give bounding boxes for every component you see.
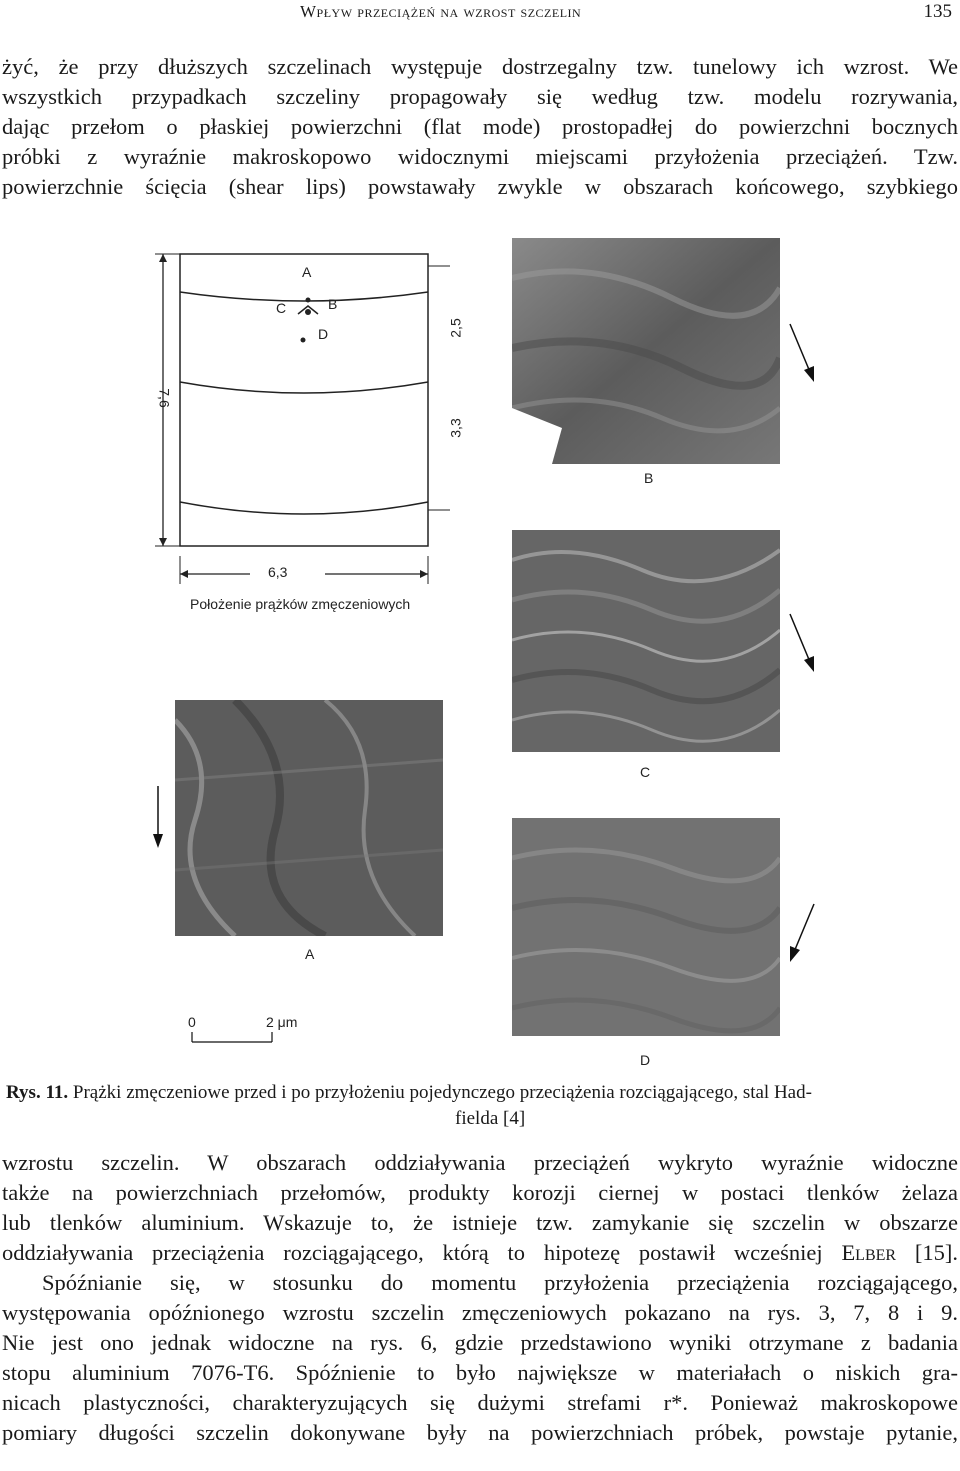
- panel-label-d: D: [640, 1052, 651, 1068]
- caption-text-2: fielda [4]: [455, 1108, 526, 1129]
- panel-label-c: C: [640, 764, 651, 780]
- arrow-b: [784, 320, 824, 390]
- dim-label-height: 7,6: [156, 388, 173, 408]
- striation-line-1: [180, 292, 428, 301]
- text-line: nicach plastyczności, charakteryzujących się dużymi strefami r*. Ponieważ makroskopowe: [2, 1390, 958, 1415]
- dim-label-width: 6,3: [268, 564, 288, 580]
- text-line: [2, 1238, 958, 1268]
- text-segment: oddziaływania przeciążenia rozciągającego, którą to hipotezę postawił wcześniej: [2, 1240, 823, 1265]
- text-line: próbki z wyraźnie makroskopowo widocznymi miejscami przyłożenia przeciążeń. Tzw.: [2, 144, 958, 169]
- striation-line-3: [180, 502, 428, 514]
- sem-image-b: [512, 238, 780, 464]
- text-line: powierzchnie ścięcia (shear lips) powstawały zwykle w obszarach końcowego, szybkiego: [2, 174, 958, 199]
- specimen-diagram: [150, 244, 450, 589]
- arrow-a: [148, 784, 168, 854]
- dim-label-lower: 3,3: [447, 418, 464, 438]
- caption-text-1: Prążki zmęczeniowe przed i po przyłożeniu pojedynczego przeciążenia rozciągającego, stal Had-: [72, 1082, 812, 1103]
- page-header: [0, 0, 960, 30]
- sem-image-c: [512, 530, 780, 752]
- scale-bar-start: 0: [188, 1014, 196, 1030]
- scale-bar: [190, 1028, 290, 1048]
- text-line: lub tlenków aluminium. Wskazuje to, że istnieje tzw. zamykanie się szczelin w obszarze: [2, 1210, 958, 1235]
- running-title: Wpływ przeciążeń na wzrost szczelin: [300, 2, 582, 21]
- text-line: pomiary długości szczelin dokonywane były na powierzchniach próbek, powstaje pytanie,: [2, 1420, 958, 1445]
- sem-image-a: [175, 700, 443, 936]
- scale-bar-end: 2 μm: [266, 1014, 298, 1030]
- striation-line-2: [180, 382, 428, 393]
- text-line: występowania opóźnionego wzrostu szczelin zmęczeniowych pokazano na rys. 3, 7, 8 i 9.: [2, 1300, 958, 1325]
- arrow-d: [782, 900, 822, 970]
- sem-image-d: [512, 818, 780, 1036]
- panel-label-b: B: [644, 470, 654, 486]
- paragraph-bottom: [2, 1148, 958, 1448]
- text-line: Nie jest ono jednak widoczne na rys. 6, gdzie przedstawiono wyniki otrzymane z badania: [2, 1330, 958, 1355]
- text-line: dając przełom o płaskiej powierzchni (flat mode) prostopadłej do powierzchni bocznych: [2, 114, 958, 139]
- text-line: stopu aluminium 7076-T6. Spóźnienie to było największe w materiałach o niskich gra-: [2, 1360, 958, 1385]
- text-line: żyć, że przy dłuższych szczelinach występuje dostrzegalny tzw. tunelowy ich wzrost. We: [2, 54, 958, 79]
- diagram-caption: Położenie prążków zmęczeniowych: [190, 596, 411, 612]
- point-d-marker: [301, 338, 306, 343]
- point-a-marker: [306, 298, 311, 303]
- diagram-label-a: A: [302, 264, 312, 280]
- author-name: Elber: [841, 1240, 897, 1265]
- page-number: 135: [923, 1, 952, 22]
- reference: [15].: [914, 1240, 958, 1265]
- text-line: Spóźnianie się, w stosunku do momentu przyłożenia przeciążenia rozciągającego,: [42, 1270, 958, 1295]
- caption-number: Rys. 11.: [6, 1082, 69, 1103]
- paragraph-top: [2, 52, 958, 202]
- diagram-label-c: C: [276, 300, 287, 316]
- text-line: wzrostu szczelin. W obszarach oddziaływania przeciążeń wykryto wyraźnie widoczne: [2, 1150, 958, 1175]
- specimen-outline: [180, 254, 428, 546]
- figure-11: [0, 230, 960, 1070]
- text-line: także na powierzchniach przełomów, produkty korozji ciernej w postaci tlenków żelaza: [2, 1180, 958, 1205]
- diagram-label-b: B: [328, 296, 338, 312]
- panel-label-a: A: [305, 946, 315, 962]
- dim-label-upper: 2,5: [447, 318, 464, 338]
- text-line: wszystkich przypadkach szczeliny propagowały się według tzw. modelu rozrywania,: [2, 84, 958, 109]
- caption-line-1: [6, 1080, 812, 1106]
- arrow-c: [784, 610, 824, 680]
- diagram-label-d: D: [318, 326, 329, 342]
